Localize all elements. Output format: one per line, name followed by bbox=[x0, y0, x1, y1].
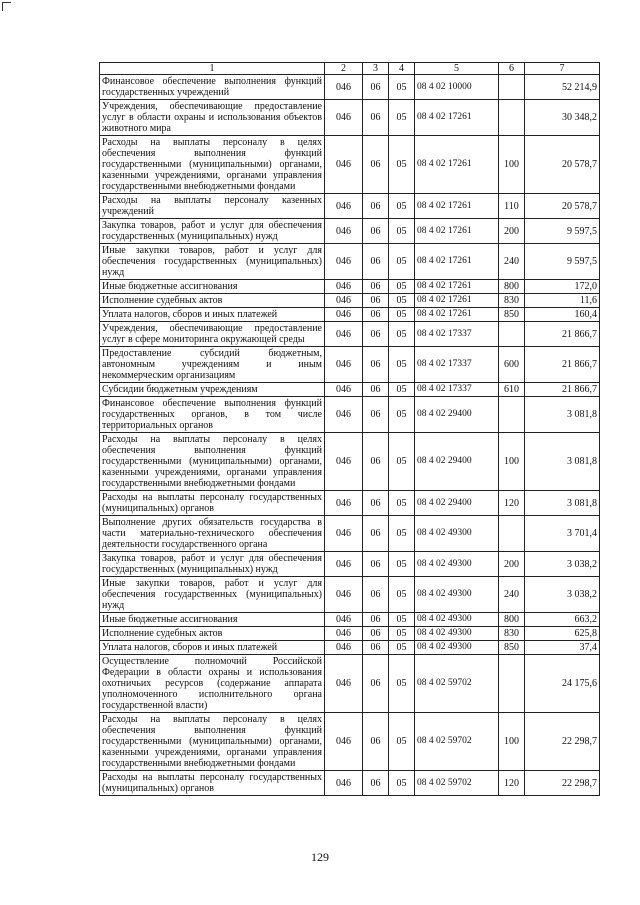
row-amount-cell: 11,6 bbox=[525, 294, 600, 308]
row-subsection-cell: 05 bbox=[389, 244, 415, 280]
row-target-article-cell: 08 4 02 59702 bbox=[415, 713, 499, 771]
row-expense-type-cell: 110 bbox=[499, 194, 525, 219]
row-amount-cell: 3 038,2 bbox=[525, 577, 600, 613]
row-admin-code-cell: 046 bbox=[325, 771, 363, 796]
row-target-article-cell: 08 4 02 17261 bbox=[415, 219, 499, 244]
row-subsection-cell: 05 bbox=[389, 552, 415, 577]
row-amount-cell: 20 578,7 bbox=[525, 136, 600, 194]
row-expense-type-cell: 800 bbox=[499, 613, 525, 627]
row-admin-code-cell: 046 bbox=[325, 655, 363, 713]
row-admin-code-cell: 046 bbox=[325, 308, 363, 322]
row-expense-type-cell: 100 bbox=[499, 713, 525, 771]
budget-table bbox=[99, 62, 600, 796]
row-amount-cell: 3 038,2 bbox=[525, 552, 600, 577]
row-name-cell: Расходы на выплаты персоналу казенных учреждений bbox=[100, 194, 325, 219]
row-target-article-cell: 08 4 02 49300 bbox=[415, 627, 499, 641]
row-section-cell: 06 bbox=[363, 771, 389, 796]
row-admin-code-cell: 046 bbox=[325, 397, 363, 433]
header-col-6: 6 bbox=[499, 63, 525, 75]
row-expense-type-cell: 240 bbox=[499, 244, 525, 280]
row-section-cell: 06 bbox=[363, 713, 389, 771]
row-name-cell: Расходы на выплаты персоналу в целях обеспечения выполнения функций государственными (муниципальными) органами, казенными учреждениями, органами управления государственными внебюджетными фондами bbox=[100, 713, 325, 771]
row-subsection-cell: 05 bbox=[389, 433, 415, 491]
row-section-cell: 06 bbox=[363, 655, 389, 713]
row-section-cell: 06 bbox=[363, 397, 389, 433]
row-section-cell: 06 bbox=[363, 322, 389, 347]
row-amount-cell: 3 081,8 bbox=[525, 397, 600, 433]
row-expense-type-cell: 830 bbox=[499, 294, 525, 308]
row-amount-cell: 37,4 bbox=[525, 641, 600, 655]
row-amount-cell: 3 081,8 bbox=[525, 491, 600, 516]
row-subsection-cell: 05 bbox=[389, 280, 415, 294]
row-admin-code-cell: 046 bbox=[325, 491, 363, 516]
row-target-article-cell: 08 4 02 49300 bbox=[415, 577, 499, 613]
row-subsection-cell: 05 bbox=[389, 347, 415, 383]
row-name-cell: Осуществление полномочий Российской Федерации в области охраны и использования охотничьих ресурсов (содержание аппарата уполномоченного исполнительного органа государственной власти) bbox=[100, 655, 325, 713]
row-expense-type-cell: 200 bbox=[499, 552, 525, 577]
row-section-cell: 06 bbox=[363, 577, 389, 613]
row-subsection-cell: 05 bbox=[389, 219, 415, 244]
row-section-cell: 06 bbox=[363, 219, 389, 244]
row-admin-code-cell: 046 bbox=[325, 219, 363, 244]
row-name-cell: Иные закупки товаров, работ и услуг для обеспечения государственных (муниципальных) нужд bbox=[100, 244, 325, 280]
row-target-article-cell: 08 4 02 49300 bbox=[415, 516, 499, 552]
header-col-3: 3 bbox=[363, 63, 389, 75]
row-amount-cell: 30 348,2 bbox=[525, 100, 600, 136]
row-subsection-cell: 05 bbox=[389, 627, 415, 641]
row-amount-cell: 3 081,8 bbox=[525, 433, 600, 491]
row-amount-cell: 9 597,5 bbox=[525, 244, 600, 280]
row-amount-cell: 625,8 bbox=[525, 627, 600, 641]
table-row bbox=[100, 280, 600, 294]
row-name-cell: Учреждения, обеспечивающие предоставление услуг в области охраны и использования объектов животного мира bbox=[100, 100, 325, 136]
table-row bbox=[100, 308, 600, 322]
table-row bbox=[100, 219, 600, 244]
table-row bbox=[100, 294, 600, 308]
row-section-cell: 06 bbox=[363, 641, 389, 655]
row-target-article-cell: 08 4 02 17261 bbox=[415, 280, 499, 294]
row-admin-code-cell: 046 bbox=[325, 552, 363, 577]
row-admin-code-cell: 046 bbox=[325, 322, 363, 347]
row-name-cell: Уплата налогов, сборов и иных платежей bbox=[100, 308, 325, 322]
row-name-cell: Исполнение судебных актов bbox=[100, 294, 325, 308]
row-name-cell: Закупка товаров, работ и услуг для обеспечения государственных (муниципальных) нужд bbox=[100, 552, 325, 577]
table-row bbox=[100, 713, 600, 771]
table-row bbox=[100, 347, 600, 383]
row-admin-code-cell: 046 bbox=[325, 516, 363, 552]
row-section-cell: 06 bbox=[363, 100, 389, 136]
row-amount-cell: 20 578,7 bbox=[525, 194, 600, 219]
row-subsection-cell: 05 bbox=[389, 491, 415, 516]
row-expense-type-cell: 830 bbox=[499, 627, 525, 641]
row-expense-type-cell bbox=[499, 397, 525, 433]
row-amount-cell: 21 866,7 bbox=[525, 322, 600, 347]
row-expense-type-cell: 120 bbox=[499, 771, 525, 796]
row-amount-cell: 21 866,7 bbox=[525, 383, 600, 397]
row-name-cell: Расходы на выплаты персоналу государственных (муниципальных) органов bbox=[100, 771, 325, 796]
table-row bbox=[100, 577, 600, 613]
row-target-article-cell: 08 4 02 59702 bbox=[415, 771, 499, 796]
table-row bbox=[100, 613, 600, 627]
row-name-cell: Расходы на выплаты персоналу государственных (муниципальных) органов bbox=[100, 491, 325, 516]
row-admin-code-cell: 046 bbox=[325, 641, 363, 655]
row-subsection-cell: 05 bbox=[389, 383, 415, 397]
row-subsection-cell: 05 bbox=[389, 397, 415, 433]
header-col-5: 5 bbox=[415, 63, 499, 75]
row-target-article-cell: 08 4 02 49300 bbox=[415, 613, 499, 627]
row-target-article-cell: 08 4 02 17337 bbox=[415, 322, 499, 347]
row-expense-type-cell: 610 bbox=[499, 383, 525, 397]
table-row bbox=[100, 194, 600, 219]
row-target-article-cell: 08 4 02 29400 bbox=[415, 433, 499, 491]
row-target-article-cell: 08 4 02 17261 bbox=[415, 136, 499, 194]
row-name-cell: Расходы на выплаты персоналу в целях обеспечения выполнения функций государственными (муниципальными) органами, казенными учреждениями, органами управления государственными внебюджетными фондами bbox=[100, 136, 325, 194]
header-col-2: 2 bbox=[325, 63, 363, 75]
row-subsection-cell: 05 bbox=[389, 322, 415, 347]
table-row bbox=[100, 771, 600, 796]
corner-mark bbox=[2, 2, 11, 11]
row-subsection-cell: 05 bbox=[389, 655, 415, 713]
row-amount-cell: 9 597,5 bbox=[525, 219, 600, 244]
row-subsection-cell: 05 bbox=[389, 516, 415, 552]
header-col-7: 7 bbox=[525, 63, 600, 75]
row-section-cell: 06 bbox=[363, 383, 389, 397]
row-expense-type-cell: 100 bbox=[499, 433, 525, 491]
row-amount-cell: 22 298,7 bbox=[525, 713, 600, 771]
row-section-cell: 06 bbox=[363, 244, 389, 280]
row-amount-cell: 52 214,9 bbox=[525, 75, 600, 100]
row-expense-type-cell: 850 bbox=[499, 641, 525, 655]
row-expense-type-cell: 600 bbox=[499, 347, 525, 383]
row-target-article-cell: 08 4 02 49300 bbox=[415, 552, 499, 577]
row-expense-type-cell: 100 bbox=[499, 136, 525, 194]
table-row bbox=[100, 516, 600, 552]
row-amount-cell: 663,2 bbox=[525, 613, 600, 627]
row-expense-type-cell bbox=[499, 322, 525, 347]
row-admin-code-cell: 046 bbox=[325, 713, 363, 771]
row-section-cell: 06 bbox=[363, 347, 389, 383]
header-col-1: 1 bbox=[100, 63, 325, 75]
row-subsection-cell: 05 bbox=[389, 713, 415, 771]
row-admin-code-cell: 046 bbox=[325, 244, 363, 280]
row-expense-type-cell bbox=[499, 516, 525, 552]
row-name-cell: Предоставление субсидий бюджетным, автономным учреждениям и иным некоммерческим организациям bbox=[100, 347, 325, 383]
row-subsection-cell: 05 bbox=[389, 641, 415, 655]
row-section-cell: 06 bbox=[363, 136, 389, 194]
row-expense-type-cell: 800 bbox=[499, 280, 525, 294]
row-admin-code-cell: 046 bbox=[325, 577, 363, 613]
row-section-cell: 06 bbox=[363, 516, 389, 552]
row-name-cell: Финансовое обеспечение выполнения функций государственных учреждений bbox=[100, 75, 325, 100]
row-subsection-cell: 05 bbox=[389, 577, 415, 613]
row-section-cell: 06 bbox=[363, 491, 389, 516]
row-section-cell: 06 bbox=[363, 552, 389, 577]
table-row bbox=[100, 641, 600, 655]
row-section-cell: 06 bbox=[363, 627, 389, 641]
row-name-cell: Финансовое обеспечение выполнения функций государственных органов, в том числе территориальных органов bbox=[100, 397, 325, 433]
row-amount-cell: 22 298,7 bbox=[525, 771, 600, 796]
row-admin-code-cell: 046 bbox=[325, 294, 363, 308]
row-section-cell: 06 bbox=[363, 280, 389, 294]
row-expense-type-cell: 120 bbox=[499, 491, 525, 516]
row-target-article-cell: 08 4 02 49300 bbox=[415, 641, 499, 655]
row-section-cell: 06 bbox=[363, 194, 389, 219]
row-name-cell: Уплата налогов, сборов и иных платежей bbox=[100, 641, 325, 655]
row-name-cell: Исполнение судебных актов bbox=[100, 627, 325, 641]
row-name-cell: Субсидии бюджетным учреждениям bbox=[100, 383, 325, 397]
row-admin-code-cell: 046 bbox=[325, 383, 363, 397]
row-target-article-cell: 08 4 02 29400 bbox=[415, 397, 499, 433]
table-row bbox=[100, 100, 600, 136]
row-expense-type-cell bbox=[499, 75, 525, 100]
row-expense-type-cell bbox=[499, 100, 525, 136]
row-expense-type-cell: 240 bbox=[499, 577, 525, 613]
row-admin-code-cell: 046 bbox=[325, 433, 363, 491]
table-row bbox=[100, 491, 600, 516]
row-name-cell: Иные закупки товаров, работ и услуг для обеспечения государственных (муниципальных) нужд bbox=[100, 577, 325, 613]
row-subsection-cell: 05 bbox=[389, 613, 415, 627]
row-subsection-cell: 05 bbox=[389, 771, 415, 796]
row-target-article-cell: 08 4 02 29400 bbox=[415, 491, 499, 516]
row-target-article-cell: 08 4 02 17261 bbox=[415, 100, 499, 136]
row-subsection-cell: 05 bbox=[389, 194, 415, 219]
table-row bbox=[100, 383, 600, 397]
row-admin-code-cell: 046 bbox=[325, 100, 363, 136]
table-row bbox=[100, 244, 600, 280]
row-name-cell: Закупка товаров, работ и услуг для обеспечения государственных (муниципальных) нужд bbox=[100, 219, 325, 244]
row-admin-code-cell: 046 bbox=[325, 75, 363, 100]
row-name-cell: Выполнение других обязательств государства в части материально-технического обеспечения деятельности государственного органа bbox=[100, 516, 325, 552]
row-admin-code-cell: 046 bbox=[325, 347, 363, 383]
table-row bbox=[100, 322, 600, 347]
page-number: 129 bbox=[311, 850, 329, 864]
row-name-cell: Иные бюджетные ассигнования bbox=[100, 613, 325, 627]
row-target-article-cell: 08 4 02 17261 bbox=[415, 194, 499, 219]
row-name-cell: Иные бюджетные ассигнования bbox=[100, 280, 325, 294]
row-amount-cell: 172,0 bbox=[525, 280, 600, 294]
row-target-article-cell: 08 4 02 17261 bbox=[415, 294, 499, 308]
row-target-article-cell: 08 4 02 10000 bbox=[415, 75, 499, 100]
row-amount-cell: 24 175,6 bbox=[525, 655, 600, 713]
row-section-cell: 06 bbox=[363, 75, 389, 100]
row-expense-type-cell: 850 bbox=[499, 308, 525, 322]
row-expense-type-cell: 200 bbox=[499, 219, 525, 244]
row-admin-code-cell: 046 bbox=[325, 194, 363, 219]
table-header-row bbox=[100, 63, 600, 75]
table-row bbox=[100, 75, 600, 100]
row-admin-code-cell: 046 bbox=[325, 627, 363, 641]
row-target-article-cell: 08 4 02 17261 bbox=[415, 308, 499, 322]
row-target-article-cell: 08 4 02 17337 bbox=[415, 383, 499, 397]
table-row bbox=[100, 627, 600, 641]
row-amount-cell: 21 866,7 bbox=[525, 347, 600, 383]
row-subsection-cell: 05 bbox=[389, 294, 415, 308]
table-row bbox=[100, 433, 600, 491]
row-subsection-cell: 05 bbox=[389, 100, 415, 136]
row-subsection-cell: 05 bbox=[389, 308, 415, 322]
row-target-article-cell: 08 4 02 59702 bbox=[415, 655, 499, 713]
row-amount-cell: 160,4 bbox=[525, 308, 600, 322]
row-expense-type-cell bbox=[499, 655, 525, 713]
row-target-article-cell: 08 4 02 17261 bbox=[415, 244, 499, 280]
table-row bbox=[100, 655, 600, 713]
table-row bbox=[100, 552, 600, 577]
row-name-cell: Расходы на выплаты персоналу в целях обеспечения выполнения функций государственными (муниципальными) органами, казенными учреждениями, органами управления государственными внебюджетными фондами bbox=[100, 433, 325, 491]
row-section-cell: 06 bbox=[363, 308, 389, 322]
row-section-cell: 06 bbox=[363, 433, 389, 491]
row-admin-code-cell: 046 bbox=[325, 613, 363, 627]
row-target-article-cell: 08 4 02 17337 bbox=[415, 347, 499, 383]
row-name-cell: Учреждения, обеспечивающие предоставление услуг в сфере мониторинга окружающей среды bbox=[100, 322, 325, 347]
header-col-4: 4 bbox=[389, 63, 415, 75]
row-subsection-cell: 05 bbox=[389, 75, 415, 100]
row-section-cell: 06 bbox=[363, 294, 389, 308]
row-section-cell: 06 bbox=[363, 613, 389, 627]
row-admin-code-cell: 046 bbox=[325, 136, 363, 194]
row-admin-code-cell: 046 bbox=[325, 280, 363, 294]
row-amount-cell: 3 701,4 bbox=[525, 516, 600, 552]
table-row bbox=[100, 397, 600, 433]
row-subsection-cell: 05 bbox=[389, 136, 415, 194]
table-row bbox=[100, 136, 600, 194]
